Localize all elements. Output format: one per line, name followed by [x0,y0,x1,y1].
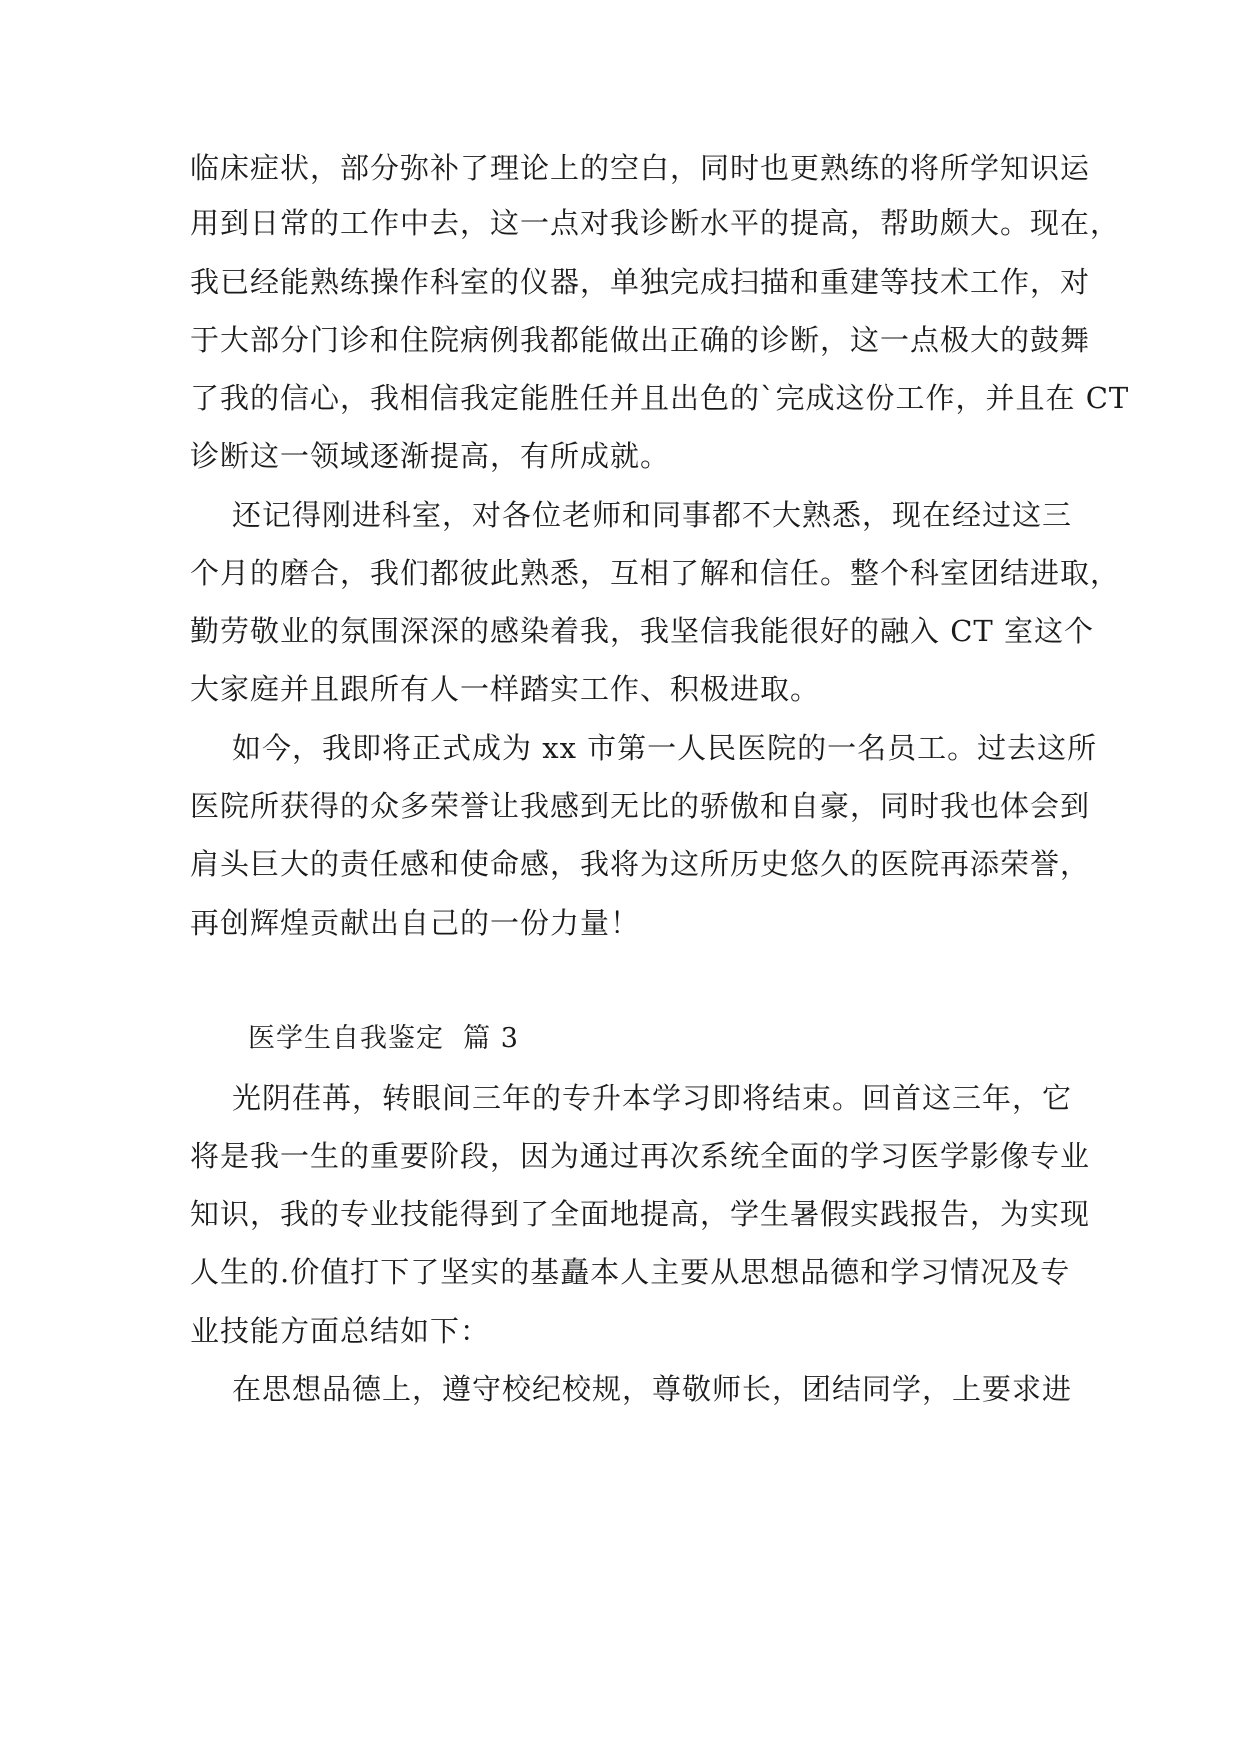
text-line: 人生的.价值打下了坚实的基矗本人主要从思想品德和学习情况及专 [190,1255,1071,1289]
text-line: 光阴荏苒，转眼间三年的专升本学习即将结束。回首这三年，它 [232,1081,1073,1115]
text-line: 我已经能熟练操作科室的仪器，单独完成扫描和重建等技术工作，对 [190,265,1091,299]
text-line: 业技能方面总结如下： [190,1314,491,1348]
text-line: 临床症状，部分弥补了理论上的空白，同时也更熟练的将所学知识运 [190,151,1091,185]
text-line: 个月的磨合，我们都彼此熟悉，互相了解和信任。整个科室团结进取， [190,556,1121,590]
text-line: 还记得刚进科室，对各位老师和同事都不大熟悉，现在经过这三 [232,498,1073,532]
text-line: 再创辉煌贡献出自己的一份力量！ [190,906,641,940]
text-line: 诊断这一领域逐渐提高，有所成就。 [190,439,671,473]
text-line: 如今，我即将正式成为 xx 市第一人民医院的一名员工。过去这所 [232,731,1098,765]
section-heading: 医学生自我鉴定 篇 3 [248,1023,519,1054]
text-line: 医院所获得的众多荣誉让我感到无比的骄傲和自豪，同时我也体会到 [190,789,1091,823]
text-line: 肩头巨大的责任感和使命感，我将为这所历史悠久的医院再添荣誉， [190,847,1091,881]
text-line: 将是我一生的重要阶段，因为通过再次系统全面的学习医学影像专业 [190,1139,1091,1173]
text-line: 大家庭并且跟所有人一样踏实工作、积极进取。 [190,672,821,706]
text-line: 于大部分门诊和住院病例我都能做出正确的诊断，这一点极大的鼓舞 [190,323,1091,357]
text-line: 知识，我的专业技能得到了全面地提高，学生暑假实践报告，为实现 [190,1197,1091,1231]
text-line: 在思想品德上，遵守校纪校规，尊敬师长，团结同学，上要求进 [232,1372,1073,1406]
text-line: 了我的信心，我相信我定能胜任并且出色的`完成这份工作，并且在 CT [190,381,1130,415]
text-line: 用到日常的工作中去，这一点对我诊断水平的提高，帮助颇大。现在， [190,206,1121,240]
text-line: 勤劳敬业的氛围深深的感染着我，我坚信我能很好的融入 CT 室这个 [190,614,1094,648]
